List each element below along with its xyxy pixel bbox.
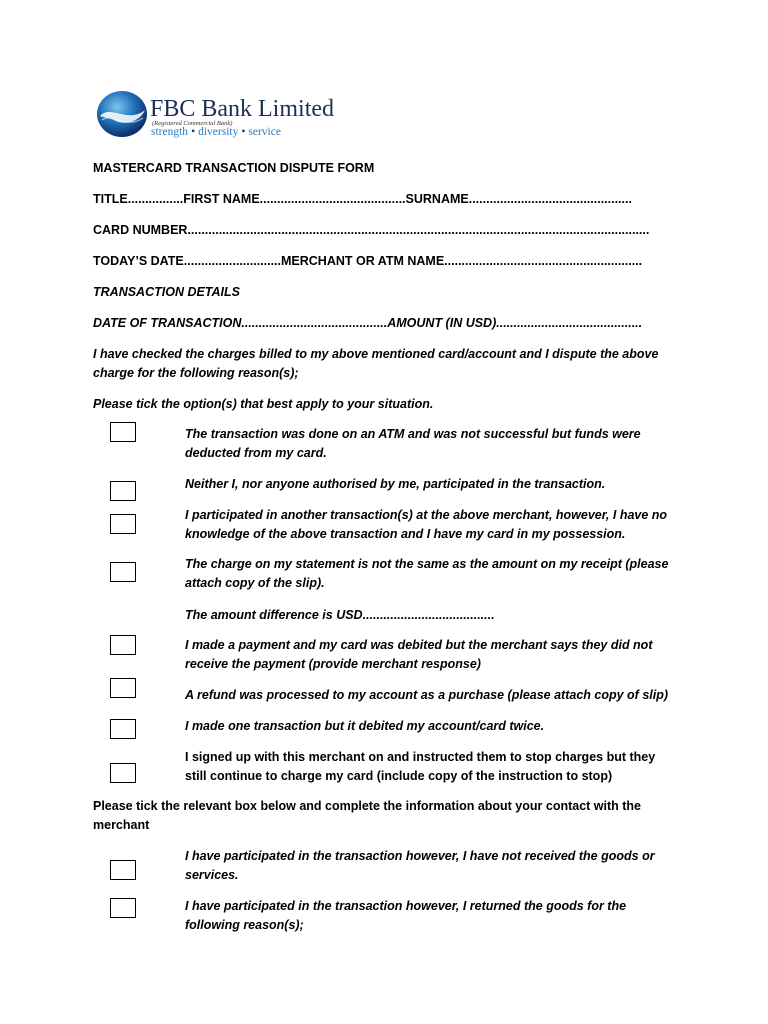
merchant-checkbox-goods-returned[interactable] [110, 898, 136, 918]
option-checkbox-recurring-charge[interactable] [110, 763, 136, 783]
bank-logo [96, 88, 366, 144]
merchant-goods-not-received-text: I have participated in the transaction however, I have not received the goods or services. [185, 849, 655, 882]
merchant-instruction: Please tick the relevant box below and complete the information about your contact with the merchant [93, 799, 642, 832]
bank-registration-note: (Registered Commercial Bank) [152, 120, 233, 127]
name-field-line[interactable]: TITLE................FIRST NAME..........................................SURNAME............................................... [93, 192, 632, 206]
merchant-checkbox-goods-not-received[interactable] [110, 860, 136, 880]
option-recurring-charge-text: I signed up with this merchant on and instructed them to stop charges but they still continue to charge my card (include copy of the instruction to stop) [185, 750, 656, 783]
merchant-goods-returned-text: I have participated in the transaction however, I returned the goods for the following reason(s); [185, 899, 627, 932]
date-merchant-field-line[interactable]: TODAY’S DATE............................MERCHANT OR ATM NAME......................................................... [93, 254, 643, 268]
option-atm-text: The transaction was done on an ATM and was not successful but funds were deducted from my card. [185, 427, 641, 460]
dispute-statement: I have checked the charges billed to my above mentioned card/account and I dispute the above charge for the following reason(s); [93, 347, 659, 380]
option-not-participated-text: Neither I, nor anyone authorised by me, participated in the transaction. [185, 477, 606, 491]
option-refund-as-purchase-text: A refund was processed to my account as a purchase (please attach copy of slip) [185, 688, 669, 702]
option-checkbox-refund-as-purchase[interactable] [110, 678, 136, 698]
amount-difference-line[interactable]: The amount difference is USD...................................... [185, 608, 495, 622]
option-payment-not-received-text: I made a payment and my card was debited but the merchant says they did not receive the payment (provide merchant response) [185, 638, 653, 671]
option-checkbox-amount-mismatch[interactable] [110, 562, 136, 582]
option-checkbox-atm[interactable] [110, 422, 136, 442]
option-checkbox-unknown-transaction[interactable] [110, 514, 136, 534]
option-unknown-transaction-text: I participated in another transaction(s) at the above merchant, however, I have no knowledge of the above transaction and I have my card in my possession. [185, 508, 668, 541]
transaction-date-amount-line[interactable]: DATE OF TRANSACTION..........................................AMOUNT (IN USD).......................................... [93, 316, 643, 330]
bank-tagline: strength • diversity • service [151, 126, 281, 138]
option-amount-mismatch-text: The charge on my statement is not the same as the amount on my receipt (please attach copy of the slip). [185, 557, 669, 590]
form-title: MASTERCARD TRANSACTION DISPUTE FORM [93, 161, 375, 175]
option-checkbox-not-participated[interactable] [110, 481, 136, 501]
bank-name: FBC Bank Limited [150, 96, 335, 122]
transaction-details-heading: TRANSACTION DETAILS [93, 285, 240, 299]
card-number-field-line[interactable]: CARD NUMBER..................................................................................................................................... [93, 223, 650, 237]
option-checkbox-payment-not-received[interactable] [110, 635, 136, 655]
option-checkbox-double-debit[interactable] [110, 719, 136, 739]
globe-icon [96, 90, 148, 138]
tick-instruction: Please tick the option(s) that best apply to your situation. [93, 397, 434, 411]
option-double-debit-text: I made one transaction but it debited my account/card twice. [185, 719, 545, 733]
